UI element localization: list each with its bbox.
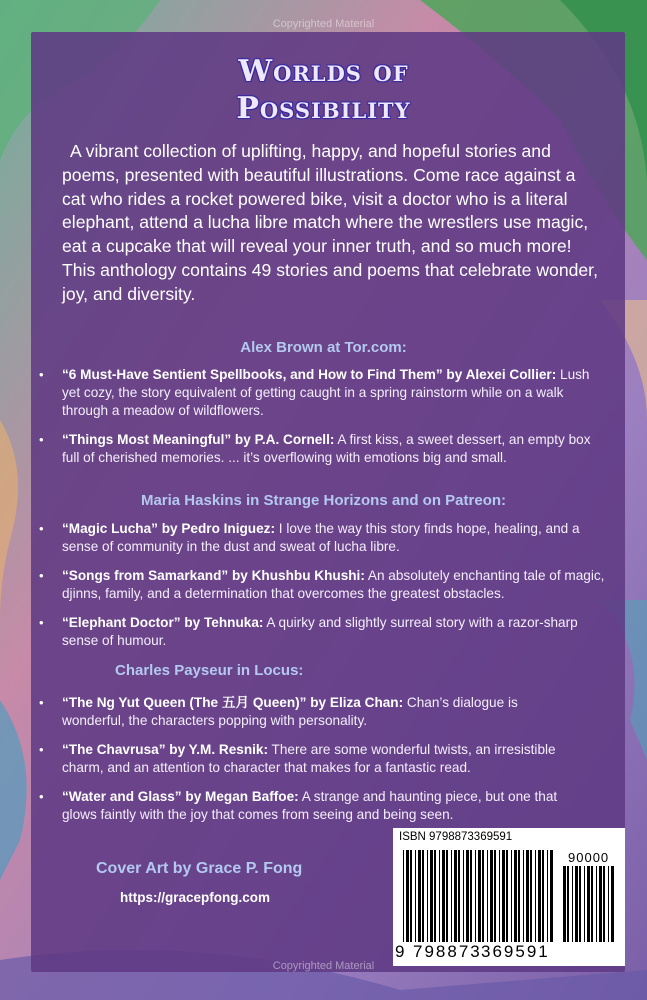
bullet-icon: •: [39, 367, 44, 382]
review-item: [39, 366, 602, 420]
barcode-bar: [439, 850, 440, 942]
book-blurb: A vibrant collection of uplifting, happy, and hopeful stories and poems, presented with beautiful illustrations. Come race against a cat who rides a rocket powered bike, visit a doctor who is a literal elephant, attend a lucha libre match where the wrestlers use magic, eat a cupcake that will reveal your inner truth, and so much more! This anthology contains 49 stories and poems that celebrate wonder, joy, and diversity.: [62, 141, 598, 304]
review-list: [39, 694, 582, 835]
barcode-bar: [506, 850, 508, 942]
review-item: [39, 614, 612, 650]
review-text: I love the way this story finds hope, healing, and a sense of community in the dust and sweat of lucha libre.: [62, 521, 580, 554]
review-item: [39, 431, 602, 467]
barcode-bar: [518, 850, 520, 942]
barcode-bar: [608, 866, 609, 942]
barcode-bar: [427, 850, 428, 942]
barcode-bar: [475, 850, 476, 942]
barcode-bar: [530, 850, 532, 942]
barcode-bar: [410, 850, 412, 942]
review-text: Lush yet cozy, the story equivalent of getting caught in a spring rainstorm while on a walk through a meadow of wildflowers.: [62, 367, 590, 418]
bullet-icon: •: [39, 432, 44, 447]
cover-art-credit: Cover Art by Grace P. Fong: [96, 860, 303, 877]
barcode-bar: [526, 850, 529, 942]
review-item: [39, 741, 582, 777]
review-item: [39, 567, 612, 603]
barcode-bar: [511, 850, 512, 942]
bullet-icon: •: [39, 789, 44, 804]
barcode-bar: [538, 850, 541, 942]
review-story-title: “Magic Lucha” by Pedro Iniguez:: [62, 521, 275, 536]
review-story-title: “Elephant Doctor” by Tehnuka:: [62, 615, 264, 630]
review-source-heading: Maria Haskins in Strange Horizons and on Patreon:: [140, 492, 507, 509]
isbn-digit-lead: 9: [395, 942, 407, 961]
barcode-bar: [466, 850, 469, 942]
barcode-bar: [579, 866, 581, 942]
barcode-bar: [587, 866, 590, 942]
watermark-top: Copyrighted Material: [272, 18, 375, 30]
barcode-bar: [454, 850, 457, 942]
review-item: [39, 520, 612, 556]
review-story-title: “The Chavrusa” by Y.M. Resnik:: [62, 742, 268, 757]
barcode-bar: [494, 850, 496, 942]
barcode-bar: [603, 866, 605, 942]
barcode-bar: [406, 850, 409, 942]
review-story-title: “Songs from Samarkand” by Khushbu Khushi:: [62, 568, 365, 583]
barcode-bar: [463, 850, 464, 942]
review-list: [39, 366, 602, 478]
barcode-bar: [403, 850, 404, 942]
barcode-bar: [550, 850, 553, 942]
barcode-icon: [403, 850, 553, 942]
barcode-bar: [547, 850, 548, 942]
barcode-bar: [599, 866, 602, 942]
review-list: [39, 520, 612, 661]
bullet-icon: •: [39, 695, 44, 710]
barcode-bar: [572, 866, 573, 942]
barcode-bar: [563, 866, 566, 942]
review-story-title: “Things Most Meaningful” by P.A. Cornell:: [62, 432, 335, 447]
barcode-bar: [434, 850, 436, 942]
barcode-bar: [442, 850, 445, 942]
book-title-line2: Possibility: [236, 91, 411, 126]
barcode-bar: [611, 866, 614, 942]
barcode-bar: [567, 866, 569, 942]
review-item: [39, 788, 582, 824]
isbn-barcode-box: [393, 828, 625, 966]
barcode-bar: [591, 866, 593, 942]
bullet-icon: •: [39, 568, 44, 583]
review-text: An absolutely enchanting tale of magic, djinns, family, and a determination that overcomes the greatest obstacles.: [62, 568, 605, 601]
barcode-bar: [514, 850, 517, 942]
barcode-bar: [487, 850, 488, 942]
price-code: 90000: [568, 850, 610, 865]
artist-website: https://gracepfong.com: [120, 890, 271, 905]
review-text: A strange and haunting piece, but one that glows faintly with the joy that comes from seeing and being seen.: [62, 789, 558, 822]
review-text: There are some wonderful twists, an irresistible charm, and an attention to character that makes for a fantastic read.: [62, 742, 556, 775]
review-text: A first kiss, a sweet dessert, an empty box full of cherished memories. ... it’s overflowing with emotions big and small.: [62, 432, 591, 465]
review-item: [39, 694, 582, 730]
watermark-bottom: Copyrighted Material: [272, 960, 375, 972]
review-story-title: “Water and Glass” by Megan Baffoe:: [62, 789, 299, 804]
review-text: A quirky and slightly surreal story with a razor-sharp sense of humour.: [62, 615, 578, 648]
barcode-bar: [418, 850, 421, 942]
barcode-bar: [422, 850, 424, 942]
review-source-heading: Charles Payseur in Locus:: [115, 662, 304, 679]
barcode-bar: [430, 850, 433, 942]
isbn-digit-group2: 369591: [481, 942, 550, 961]
review-text: Chan’s dialogue is wonderful, the characters popping with personality.: [62, 695, 518, 728]
book-title-line1: Worlds of: [238, 54, 409, 89]
barcode-bar: [584, 866, 585, 942]
barcode-bar: [446, 850, 448, 942]
barcode-bar: [535, 850, 536, 942]
barcode-bar: [523, 850, 524, 942]
barcode-bar: [451, 850, 452, 942]
barcode-bar: [499, 850, 500, 942]
review-story-title: “6 Must-Have Sentient Spellbooks, and How to Find Them” by Alexei Collier:: [62, 367, 557, 382]
barcode-bar: [596, 866, 597, 942]
isbn-digit-group1: 798873: [413, 942, 482, 961]
barcode-bar: [478, 850, 481, 942]
barcode-bar: [502, 850, 505, 942]
barcode-bar: [482, 850, 484, 942]
barcode-bar: [542, 850, 544, 942]
review-story-title: “The Ng Yut Queen (The 五月 Queen)” by Eliza Chan:: [62, 695, 404, 710]
price-barcode-icon: [563, 866, 615, 942]
bullet-icon: •: [39, 521, 44, 536]
review-source-heading: Alex Brown at Tor.com:: [240, 339, 407, 356]
barcode-bar: [490, 850, 493, 942]
barcode-bar: [415, 850, 416, 942]
barcode-bar: [458, 850, 460, 942]
barcode-bar: [470, 850, 472, 942]
bullet-icon: •: [39, 615, 44, 630]
isbn-label: ISBN 9798873369591: [399, 831, 513, 843]
barcode-bar: [575, 866, 578, 942]
bullet-icon: •: [39, 742, 44, 757]
